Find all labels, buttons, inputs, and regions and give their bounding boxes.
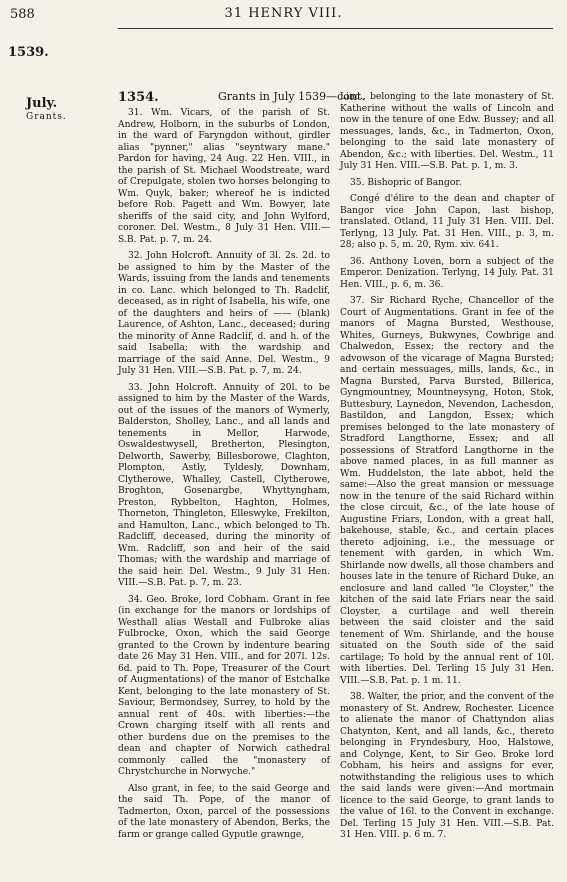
running-title: 31 HENRY VIII. — [224, 6, 343, 21]
page-number: 588 — [10, 7, 35, 22]
right-column — [340, 92, 554, 847]
entry-32: 32. John Holcroft. Annuity of 3l. 2s. 2d. to be assigned to him by the Master of the Wards, issuing from the lands and tenements in co. Lanc. which belonged to Th. Radclif, deceased, as in right of Isabella, his wife, one of the daughters and heirs of —— (blank) Laurence, of Ashton, Lanc., deceased; during the minority of Anne Radclif, d. and h. of the said Isabella; with the wardship and marriage of the said Anne. Del. Westm., 9 July 31 Hen. VIII.—S.B. Pat. p. 7, m. 24. — [118, 251, 330, 376]
section-title: Grants in July 1539—cont. — [218, 90, 365, 103]
left-column — [118, 108, 330, 846]
entry-34-continued: Also grant, in fee, to the said George and the said Th. Pope, of the manor of Tadmerton, Oxon, parcel of the possessions of the late monastery of Abendon, Berks, the farm or grange called Gyputle grawnge, — [118, 783, 330, 840]
entry-36: 36. Anthony Loven, born a subject of the Emperor. Denization. Terlyng, 14 July. Pat. 31 Hen. VIII., p. 6, m. 36. — [340, 256, 554, 290]
entry-34-conclusion: Linc., belonging to the late monastery of St. Katherine without the walls of Lincoln and now in the tenure of one Edw. Bussey; and all messuages, lands, &c., in Tadmerton, Oxon, belonging to the said late monastery of Abendon, &c.; with liberties. Del. Westm., 11 July 31 Hen. VIII.—S.B. Pat. p. 1, m. 3. — [340, 92, 554, 171]
entry-31: 31. Wm. Vicars, of the parish of St. Andrew, Holborn, in the suburbs of London, in the ward of Faryngdon without, girdler alias "pynner," alias "seyntwary mane." Pardon for having, 24 Aug. 22 Hen. VIII., in the parish of St. Michael Woodstreate, ward of Crepulgate, stolen two horses belonging to Wm. Quyk, baker; whereof he is indicted before Rob. Pagett and Wm. Bowyer, late sheriffs of the said city, and John Wylford, coroner. Del. Westm., 8 July 31 Hen. VIII.—S.B. Pat. p. 7, m. 24. — [118, 108, 330, 245]
margin-section: Grants. — [26, 112, 67, 122]
margin-month: July. — [26, 96, 58, 111]
entry-34: 34. Geo. Broke, lord Cobham. Grant in fee (in exchange for the manors or lordships of Westhall alias Westall and Fulbroke alias Fulbrocke, Oxon, which the said George granted to the Crown by indenture bearing date 26 May 31 Hen. VIII., and for 207l. 12s. 6d. paid to Th. Pope, Treasurer of the Court of Augmentations) of the manor of Estchalke Kent, belonging to the late monastery of St. Saviour, Bermondsey, Surrey, to hold by the annual rent of 40s. with liberties:—the Crown charging itself with all rents and other burdens due on the premises to the dean and chapter of Norwich cathedral commonly called the "monastery of Chrystchurche in Norwyche." — [118, 594, 330, 777]
entry-35-heading: 35. Bishopric of Bangor. — [350, 177, 462, 188]
margin-year: 1539. — [8, 45, 49, 60]
section-number: 1354. — [118, 90, 159, 105]
entry-37: 37. Sir Richard Ryche, Chancellor of the Court of Augmentations. Grant in fee of the manors of Magna Bursted, Westhouse, Whites, Gurneys, Bukwynes, Cowbrige and Chalwedon, Essex; the rectory and the advowson of the vicarage of Magna Bursted; and certain messuages, mills, lands, &c., in Magna Bursted, Parva Bursted, Billerica, Gyngmountney, Mountneysyng, Hoton, Stok, Buttesbury, Laynedon, Nevendon, Lachesdon, Bastildon, and Langdon, Essex; which premises belonged to the late monastery of Stradford Langthorne, Essex; and all possessions of Stratford Langthorne in the above named places, in as full manner as Wm. Huddelston, the late abbot, held the same:—Also the great mansion or messuage now in the tenure of the said Richard within the close circuit, &c., of the late house of Augustine Friars, London, with a great hall, bakehouse, stable, &c., and certain places thereto adjoining, i.e., the messuage or tenement with garden, in which Wm. Shirlande now dwells, all those chambers and houses late in the tenure of Richard Duke, an enclosure and land called "le Cloyster," the kitchen of the said late Friars near the said Cloyster, a curtilage and well therein between the said cloister and the said tenement of Wm. Shirlande, and the house situated on the South side of the said cartilage; To hold by the annual rent of 10l. with liberties. Del. Terling 15 July 31 Hen. VIII.—S.B. Pat. p. 1 m. 11. — [340, 296, 554, 686]
header-rule — [118, 28, 553, 29]
entry-38: 38. Walter, the prior, and the convent of the monastery of St. Andrew, Rochester. Licence to alienate the manor of Chattyndon alias Chatynton, Kent, and all lands, &c., thereto belonging in Fryndesbury, Hoo, Halstowe, and Colynge, Kent, to Sir Geo. Broke lord Cobham, his heirs and assigns for ever, notwithstanding the religious uses to which the said lands were given:—And mortmain licence to the said George, to grant lands to the value of 16l. to the Convent in exchange. Del. Terling 15 July 31 Hen. VIII.—S.B. Pat. 31 Hen. VIII. p. 6 m. 7. — [340, 692, 554, 840]
entry-33: 33. John Holcroft. Annuity of 20l. to be assigned to him by the Master of the Wards, out of the issues of the manors of Wymerly, Balderston, Sholley, Lanc., and all lands and tenements in Mellor, Harwode, Oswaldestwysell, Bretherton, Plesington, Delworth, Sawerby, Billesborowe, Claghton, Plompton, Astly, Tyldesly, Downham, Clytherowe, Whalley, Castell, Clytherowe, Broghton, Gosenargbe, Whyttyngham, Preston, Rybbelton, Haghton, Holmes, Thorneton, Thingleton, Elleswyke, Frekilton, and Hamulton, Lanc., which belonged to Th. Radcliff, deceased, during the minority of Wm. Radcliff, son and heir of the said Thomas; with the wardship and marriage of the said heir. Del. Westm., 9 July 31 Hen. VIII.—S.B. Pat. p. 7, m. 23. — [118, 382, 330, 588]
entry-35: Congé d'élire to the dean and chapter of Bangor vice John Capon, last bishop, translated. Otland, 11 July 31 Hen. VIII. Del. Terlyng, 13 July. Pat. 31 Hen. VIII., p. 3, m. 28; also p. 5, m. 20, Rym. xiv. 641. — [340, 194, 554, 250]
